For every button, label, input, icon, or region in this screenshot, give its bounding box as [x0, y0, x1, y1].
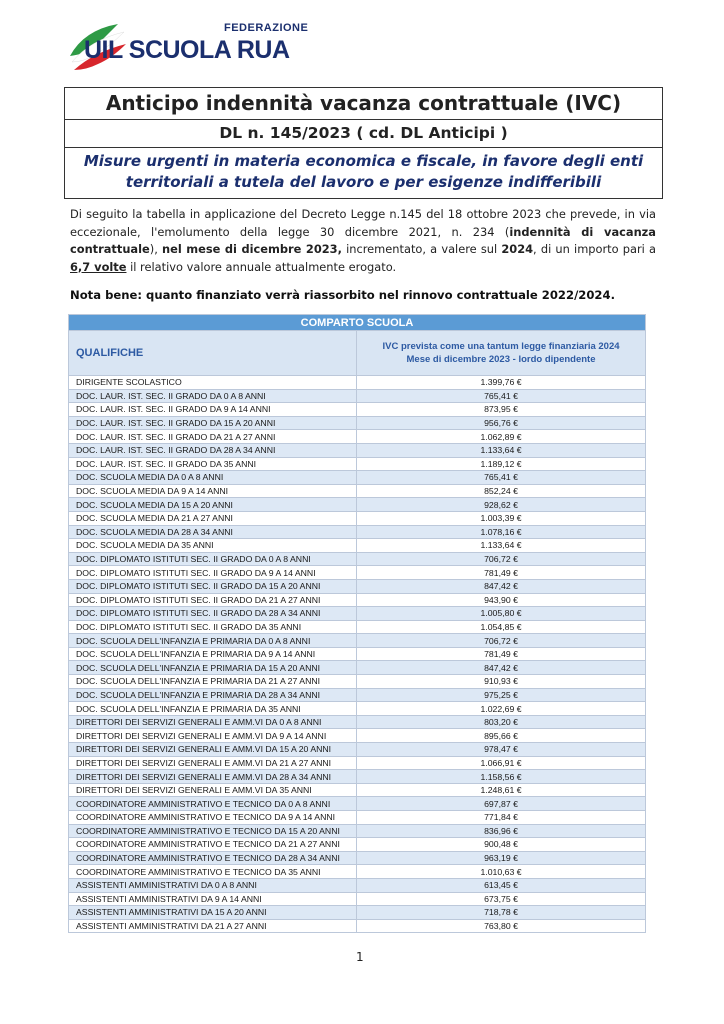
qualifica-cell: COORDINATORE AMMINISTRATIVO E TECNICO DA 15 A 20 ANNI — [69, 824, 357, 838]
ivc-value-cell: 771,84 € — [357, 811, 646, 825]
table-row — [69, 403, 646, 417]
qualifica-cell: DOC. SCUOLA MEDIA DA 35 ANNI — [69, 539, 357, 553]
ivc-value-cell: 956,76 € — [357, 416, 646, 430]
ivc-value-cell: 836,96 € — [357, 824, 646, 838]
qualifica-cell: COORDINATORE AMMINISTRATIVO E TECNICO DA 35 ANNI — [69, 865, 357, 879]
qualifica-cell: DOC. LAUR. IST. SEC. II GRADO DA 28 A 34 ANNI — [69, 443, 357, 457]
qualifica-cell: DOC. DIPLOMATO ISTITUTI SEC. II GRADO DA 35 ANNI — [69, 620, 357, 634]
ivc-value-cell: 706,72 € — [357, 552, 646, 566]
column-header-ivc-line2: Mese di dicembre 2023 - lordo dipendente — [406, 354, 596, 365]
intro-text-4: , di un importo pari a — [533, 242, 656, 256]
ivc-value-cell: 1.248,61 € — [357, 783, 646, 797]
ivc-value-cell: 895,66 € — [357, 729, 646, 743]
ivc-value-cell: 978,47 € — [357, 743, 646, 757]
table-row — [69, 661, 646, 675]
ivc-value-cell: 706,72 € — [357, 634, 646, 648]
ivc-value-cell: 928,62 € — [357, 498, 646, 512]
column-header-ivc-line1: IVC prevista come una tantum legge finanziaria 2024 — [382, 341, 620, 352]
qualifica-cell: ASSISTENTI AMMINISTRATIVI DA 9 A 14 ANNI — [69, 892, 357, 906]
qualifica-cell: DIRETTORI DEI SERVIZI GENERALI E AMM.VI DA 28 A 34 ANNI — [69, 770, 357, 784]
intro-bold-month: nel mese di dicembre 2023, — [162, 242, 342, 256]
ivc-value-cell: 718,78 € — [357, 906, 646, 920]
qualifica-cell: DOC. SCUOLA DELL'INFANZIA E PRIMARIA DA 15 A 20 ANNI — [69, 661, 357, 675]
table-row — [69, 906, 646, 920]
logo-federazione-text: FEDERAZIONE — [224, 22, 309, 34]
ivc-value-cell: 1.133,64 € — [357, 539, 646, 553]
qualifica-cell: DIRIGENTE SCOLASTICO — [69, 376, 357, 390]
table-row — [69, 471, 646, 485]
nota-bene: Nota bene: quanto finanziato verrà riassorbito nel rinnovo contrattuale 2022/2024. — [70, 288, 615, 302]
qualifica-cell: ASSISTENTI AMMINISTRATIVI DA 0 A 8 ANNI — [69, 878, 357, 892]
title-box — [64, 87, 663, 199]
intro-bold-year: 2024 — [501, 242, 534, 256]
intro-text-1: Di seguito la tabella in applicazione del Decreto Legge n.145 del 18 ottobre 2023 che prevede, in via eccezionale, l'emolumento della legge 30 dicembre 2021, n. 234 ( — [70, 207, 656, 239]
ivc-value-cell: 781,49 € — [357, 566, 646, 580]
table-row — [69, 688, 646, 702]
ivc-value-cell: 1.003,39 € — [357, 511, 646, 525]
logo-name-text: UIL SCUOLA RUA — [84, 36, 290, 64]
ivc-value-cell: 963,19 € — [357, 851, 646, 865]
qualifica-cell: DOC. DIPLOMATO ISTITUTI SEC. II GRADO DA 21 A 27 ANNI — [69, 593, 357, 607]
intro-bold-ivc: indennità di vacanza contrattuale — [70, 224, 656, 256]
table-row — [69, 797, 646, 811]
table-row — [69, 389, 646, 403]
table-row — [69, 770, 646, 784]
table-row — [69, 743, 646, 757]
qualifica-cell: DOC. LAUR. IST. SEC. II GRADO DA 0 A 8 ANNI — [69, 389, 357, 403]
qualifica-cell: COORDINATORE AMMINISTRATIVO E TECNICO DA 9 A 14 ANNI — [69, 811, 357, 825]
table-row — [69, 430, 646, 444]
table-row — [69, 824, 646, 838]
table-row — [69, 878, 646, 892]
qualifica-cell: DOC. SCUOLA MEDIA DA 9 A 14 ANNI — [69, 484, 357, 498]
section-header: COMPARTO SCUOLA — [69, 315, 646, 331]
qualifica-cell: COORDINATORE AMMINISTRATIVO E TECNICO DA 28 A 34 ANNI — [69, 851, 357, 865]
ivc-value-cell: 852,24 € — [357, 484, 646, 498]
page-subtitle: DL n. 145/2023 ( cd. DL Anticipi ) — [65, 119, 662, 147]
ivc-value-cell: 873,95 € — [357, 403, 646, 417]
intro-text-2: ), — [149, 242, 163, 256]
table-row — [69, 729, 646, 743]
ivc-value-cell: 1.066,91 € — [357, 756, 646, 770]
ivc-value-cell: 910,93 € — [357, 675, 646, 689]
qualifica-cell: DOC. LAUR. IST. SEC. II GRADO DA 9 A 14 ANNI — [69, 403, 357, 417]
qualifica-cell: DOC. SCUOLA DELL'INFANZIA E PRIMARIA DA 35 ANNI — [69, 702, 357, 716]
table-row — [69, 376, 646, 390]
table-row — [69, 892, 646, 906]
ivc-value-cell: 781,49 € — [357, 647, 646, 661]
table-row — [69, 838, 646, 852]
uil-scuola-rua-logo — [66, 18, 309, 76]
qualifica-cell: DOC. SCUOLA MEDIA DA 28 A 34 ANNI — [69, 525, 357, 539]
table-row — [69, 715, 646, 729]
ivc-value-cell: 847,42 € — [357, 661, 646, 675]
qualifica-cell: DOC. SCUOLA MEDIA DA 0 A 8 ANNI — [69, 471, 357, 485]
qualifica-cell: COORDINATORE AMMINISTRATIVO E TECNICO DA 0 A 8 ANNI — [69, 797, 357, 811]
ivc-value-cell: 1.158,56 € — [357, 770, 646, 784]
qualifica-cell: DOC. DIPLOMATO ISTITUTI SEC. II GRADO DA 0 A 8 ANNI — [69, 552, 357, 566]
qualifica-cell: DOC. LAUR. IST. SEC. II GRADO DA 15 A 20 ANNI — [69, 416, 357, 430]
ivc-value-cell: 1.062,89 € — [357, 430, 646, 444]
table-row — [69, 416, 646, 430]
column-header-qualifiche: QUALIFICHE — [69, 331, 357, 376]
qualifica-cell: ASSISTENTI AMMINISTRATIVI DA 15 A 20 ANNI — [69, 906, 357, 920]
ivc-value-cell: 765,41 € — [357, 471, 646, 485]
table-row — [69, 865, 646, 879]
qualifica-cell: DOC. SCUOLA MEDIA DA 15 A 20 ANNI — [69, 498, 357, 512]
qualifica-cell: DOC. SCUOLA DELL'INFANZIA E PRIMARIA DA 0 A 8 ANNI — [69, 634, 357, 648]
table-row — [69, 511, 646, 525]
table-row — [69, 457, 646, 471]
ivc-value-cell: 803,20 € — [357, 715, 646, 729]
ivc-value-cell: 1.010,63 € — [357, 865, 646, 879]
ivc-table — [68, 314, 646, 933]
table-row — [69, 783, 646, 797]
qualifica-cell: COORDINATORE AMMINISTRATIVO E TECNICO DA 21 A 27 ANNI — [69, 838, 357, 852]
table-row — [69, 811, 646, 825]
qualifica-cell: DOC. SCUOLA MEDIA DA 21 A 27 ANNI — [69, 511, 357, 525]
qualifica-cell: DOC. SCUOLA DELL'INFANZIA E PRIMARIA DA 21 A 27 ANNI — [69, 675, 357, 689]
table-row — [69, 607, 646, 621]
table-row — [69, 593, 646, 607]
table-row — [69, 443, 646, 457]
intro-text-3: incrementato, a valere sul — [341, 242, 502, 256]
table-row — [69, 647, 646, 661]
ivc-value-cell: 1.005,80 € — [357, 607, 646, 621]
qualifica-cell: DOC. SCUOLA DELL'INFANZIA E PRIMARIA DA 28 A 34 ANNI — [69, 688, 357, 702]
page-number: 1 — [356, 950, 364, 964]
page-title: Anticipo indennità vacanza contrattuale (IVC) — [105, 91, 622, 115]
ivc-value-cell: 1.189,12 € — [357, 457, 646, 471]
ivc-value-cell: 1.054,85 € — [357, 620, 646, 634]
table-row — [69, 756, 646, 770]
qualifica-cell: DOC. DIPLOMATO ISTITUTI SEC. II GRADO DA 9 A 14 ANNI — [69, 566, 357, 580]
qualifica-cell: DOC. LAUR. IST. SEC. II GRADO DA 35 ANNI — [69, 457, 357, 471]
ivc-value-cell: 847,42 € — [357, 579, 646, 593]
page-description: Misure urgenti in materia economica e fiscale, in favore degli enti territoriali a tutela del lavoro e per esigenze indifferibili — [65, 147, 662, 198]
table-row — [69, 539, 646, 553]
table-row — [69, 525, 646, 539]
qualifica-cell: DIRETTORI DEI SERVIZI GENERALI E AMM.VI DA 35 ANNI — [69, 783, 357, 797]
table-row — [69, 851, 646, 865]
ivc-value-cell: 1.399,76 € — [357, 376, 646, 390]
ivc-value-cell: 1.078,16 € — [357, 525, 646, 539]
table-row — [69, 579, 646, 593]
table-row — [69, 484, 646, 498]
ivc-value-cell: 697,87 € — [357, 797, 646, 811]
ivc-value-cell: 975,25 € — [357, 688, 646, 702]
ivc-value-cell: 763,80 € — [357, 919, 646, 933]
qualifica-cell: DIRETTORI DEI SERVIZI GENERALI E AMM.VI DA 15 A 20 ANNI — [69, 743, 357, 757]
table-row — [69, 634, 646, 648]
table-row — [69, 675, 646, 689]
table-body — [69, 376, 646, 933]
column-header-ivc — [357, 331, 646, 376]
qualifica-cell: DOC. LAUR. IST. SEC. II GRADO DA 21 A 27 ANNI — [69, 430, 357, 444]
table-row — [69, 919, 646, 933]
intro-underline-multiplier: 6,7 volte — [70, 259, 127, 274]
table-row — [69, 702, 646, 716]
intro-paragraph — [70, 206, 656, 276]
ivc-value-cell: 765,41 € — [357, 389, 646, 403]
ivc-value-cell: 1.022,69 € — [357, 702, 646, 716]
qualifica-cell: DIRETTORI DEI SERVIZI GENERALI E AMM.VI DA 0 A 8 ANNI — [69, 715, 357, 729]
table-row — [69, 498, 646, 512]
qualifica-cell: DIRETTORI DEI SERVIZI GENERALI E AMM.VI DA 9 A 14 ANNI — [69, 729, 357, 743]
ivc-value-cell: 673,75 € — [357, 892, 646, 906]
qualifica-cell: ASSISTENTI AMMINISTRATIVI DA 21 A 27 ANNI — [69, 919, 357, 933]
table-row — [69, 566, 646, 580]
intro-text-5: il relativo valore annuale attualmente erogato. — [126, 259, 397, 274]
table-row — [69, 552, 646, 566]
ivc-value-cell: 1.133,64 € — [357, 443, 646, 457]
ivc-value-cell: 943,90 € — [357, 593, 646, 607]
ivc-value-cell: 900,48 € — [357, 838, 646, 852]
qualifica-cell: DOC. DIPLOMATO ISTITUTI SEC. II GRADO DA 28 A 34 ANNI — [69, 607, 357, 621]
ivc-value-cell: 613,45 € — [357, 878, 646, 892]
qualifica-cell: DOC. DIPLOMATO ISTITUTI SEC. II GRADO DA 15 A 20 ANNI — [69, 579, 357, 593]
qualifica-cell: DIRETTORI DEI SERVIZI GENERALI E AMM.VI DA 21 A 27 ANNI — [69, 756, 357, 770]
qualifica-cell: DOC. SCUOLA DELL'INFANZIA E PRIMARIA DA 9 A 14 ANNI — [69, 647, 357, 661]
table-row — [69, 620, 646, 634]
